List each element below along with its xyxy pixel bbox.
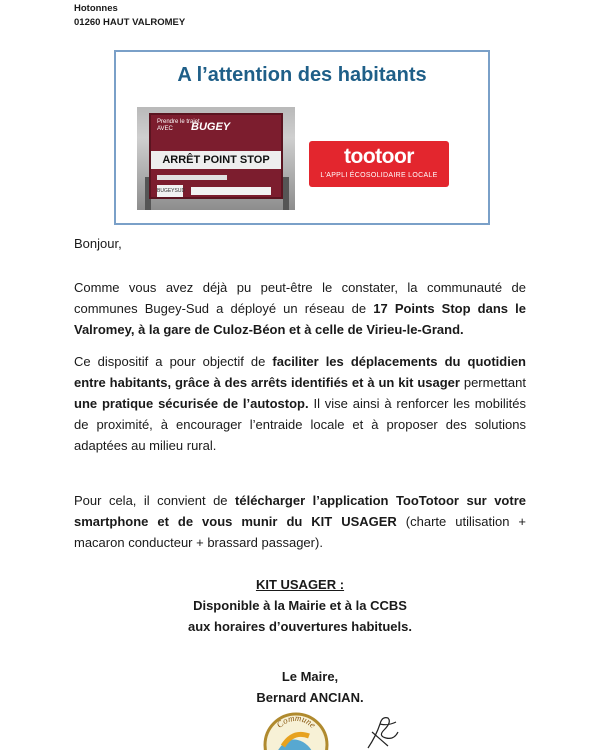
point-stop-sign (149, 113, 283, 199)
tootoor-name: tootoor (344, 145, 414, 168)
sign-post (283, 177, 289, 210)
notice-title: A l’attention des habitants (177, 64, 427, 86)
kit-line-2: aux horaires d’ouvertures habituels. (188, 619, 412, 634)
bugeysud-logo: BUGEYSUD (157, 185, 183, 197)
tootoor-tagline: L'APPLI ÉCOSOLIDAIRE LOCALE (320, 172, 438, 179)
tootoor-logo (309, 141, 449, 187)
signature-block (200, 666, 420, 708)
sign-footer-bar (191, 187, 271, 195)
kit-usager-block (0, 574, 600, 637)
greeting: Bonjour, (74, 236, 122, 251)
sign-brand: BUGEY (191, 121, 231, 133)
paragraph-network: Comme vous avez déjà pu peut-être le constater, la communauté de communes Bugey-Sud a déployé un réseau de 17 Points Stop dans le Valromey, à la gare de Culoz-Béon et à celle de Virieu-le-Grand. (74, 280, 526, 337)
point-stop-photo (137, 107, 295, 210)
address-town: Hotonnes (74, 3, 118, 14)
signer-role: Le Maire, (281, 669, 339, 684)
sign-band: ARRÊT POINT STOP (151, 151, 281, 169)
handwritten-signature-icon (358, 710, 408, 750)
signer-name: Bernard ANCIAN. (256, 690, 364, 705)
paragraph-objective: Ce dispositif a pour objectif de faciliter les déplacements du quotidien entre habitants, grâce à des arrêts identifiés et à un kit usager permettant une pratique sécurisée de l’autostop. Il vise ainsi à renforcer les mobilités de proximité, à encourager l’entraide locale et à proposer des solutions adaptées au milieu rural. (74, 354, 526, 453)
sign-url-bar (157, 175, 227, 180)
address-postcode: 01260 HAUT VALROMEY (74, 17, 186, 28)
svg-text:Commune: Commune (274, 712, 318, 730)
notice-box (114, 50, 490, 225)
sender-address (74, 2, 185, 30)
kit-heading: KIT USAGER : (255, 577, 345, 592)
sign-top-text: Prendre le trajet AVEC (157, 119, 200, 132)
kit-line-1: Disponible à la Mairie et à la CCBS (193, 598, 407, 613)
paragraph-instructions: Pour cela, il convient de télécharger l’application TooTotoor sur votre smartphone et de vous munir du KIT USAGER (charte utilisation + macaron conducteur + brassard passager). (74, 493, 526, 550)
commune-seal-icon (263, 712, 329, 750)
